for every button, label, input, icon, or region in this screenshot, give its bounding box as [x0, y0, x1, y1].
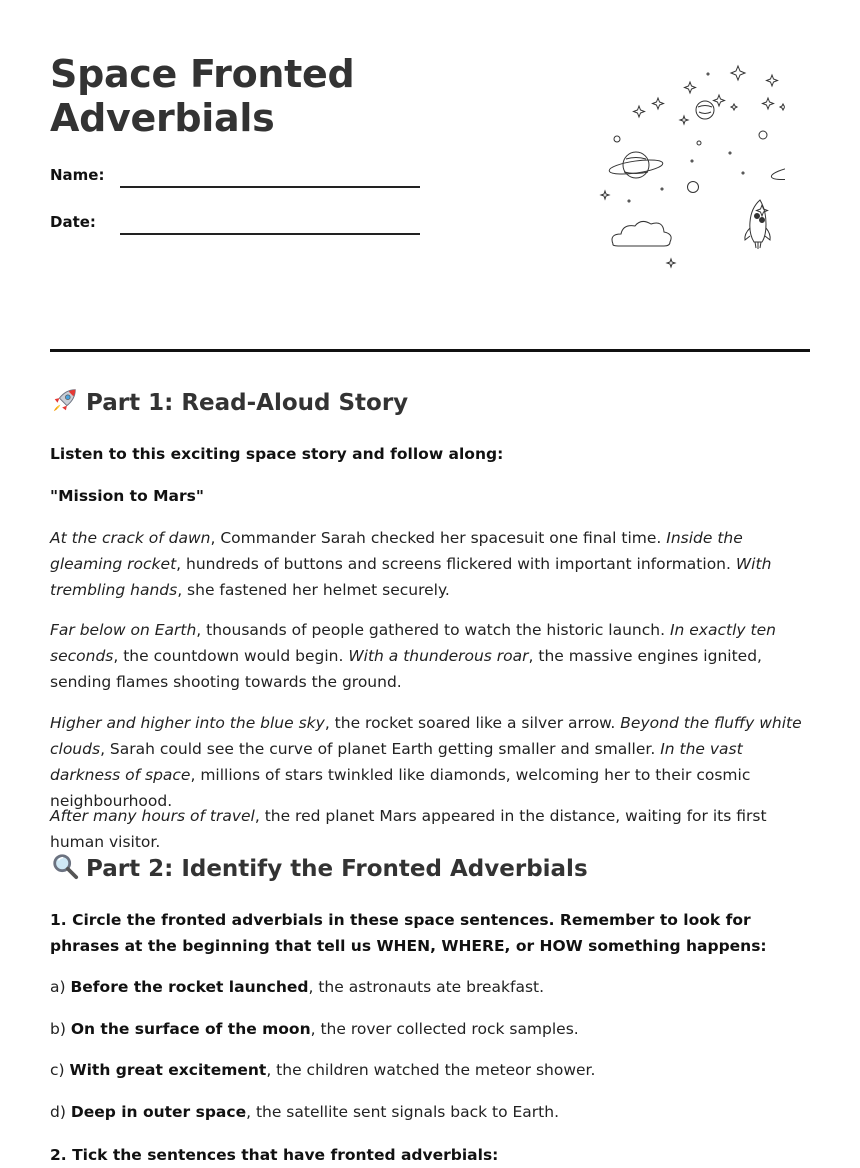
ringed-planet-icon [608, 152, 663, 178]
part1-heading [50, 386, 408, 416]
fronted-adverbial: Beyond the fluffy white clouds [50, 714, 802, 758]
title-line-1: Space Fronted [50, 52, 355, 96]
story-paragraph-2 [50, 617, 810, 695]
saturn-icon [770, 159, 785, 183]
name-label: Name: [50, 166, 105, 184]
name-line[interactable] [120, 186, 420, 188]
part2-heading [50, 852, 588, 882]
item-rest: , the children watched the meteor shower. [266, 1061, 596, 1079]
item-rest: , the astronauts ate breakfast. [308, 978, 545, 996]
story-text: , the countdown would begin. [113, 647, 349, 665]
item-letter: c) [50, 1061, 65, 1079]
item-letter: d) [50, 1103, 66, 1121]
story-text: , hundreds of buttons and screens flickered with important information. [176, 555, 736, 573]
story-text: , Sarah could see the curve of planet Earth getting smaller and smaller. [100, 740, 661, 758]
rocket-icon [50, 386, 80, 414]
fronted-adverbial: With trembling hands [50, 555, 772, 599]
part1-heading-text: Part 1: Read-Aloud Story [86, 390, 409, 416]
fronted-adverbial: Higher and higher into the blue sky [50, 714, 325, 732]
date-line[interactable] [120, 233, 420, 235]
fronted-adverbial: After many hours of travel [50, 807, 255, 825]
small-planet-icon [696, 101, 714, 119]
item-letter: b) [50, 1020, 66, 1038]
stars-icon [601, 66, 785, 267]
fronted-adverbial: With a thunderous roar [348, 647, 529, 665]
space-doodle-illustration [550, 60, 785, 275]
rocket-icon [745, 200, 770, 249]
list-item [50, 1057, 810, 1083]
fronted-adverbial: Inside the gleaming rocket [50, 529, 743, 573]
question-2: 2. Tick the sentences that have fronted adverbials: [50, 1146, 499, 1164]
question-1: 1. Circle the fronted adverbials in these space sentences. Remember to look for phrases at the beginning that tell us WHEN, WHERE, or HOW something happens: [50, 911, 767, 955]
fronted-adverbial: In the vast darkness of space [50, 740, 743, 784]
story-paragraph-4 [50, 803, 810, 855]
list-item [50, 1016, 810, 1042]
fronted-adverbial: At the crack of dawn [50, 529, 211, 547]
item-adverbial[interactable]: Before the rocket launched [70, 978, 309, 996]
date-label: Date: [50, 213, 96, 231]
item-rest: , the satellite sent signals back to Earth. [246, 1103, 559, 1121]
part1-intro: Listen to this exciting space story and follow along: [50, 445, 504, 463]
item-adverbial[interactable]: On the surface of the moon [70, 1020, 311, 1038]
title-line-2: Adverbials [50, 96, 275, 140]
worksheet-header [50, 0, 810, 352]
item-adverbial[interactable]: With great excitement [69, 1061, 267, 1079]
story-text: , the massive engines ignited, sending flames shooting towards the ground. [50, 647, 762, 691]
magnifying-glass-icon [50, 852, 80, 880]
story-text: , the rocket soared like a silver arrow. [324, 714, 621, 732]
worksheet-page [50, 0, 810, 1164]
section-divider [50, 349, 810, 352]
story-paragraph-3 [50, 710, 810, 814]
fronted-adverbial: Far below on Earth [50, 621, 197, 639]
item-rest: , the rover collected rock samples. [310, 1020, 579, 1038]
story-text: , the red planet Mars appeared in the distance, waiting for its first human visitor. [50, 807, 767, 851]
story-text: , she fastened her helmet securely. [177, 581, 450, 599]
list-item [50, 974, 810, 1000]
story-paragraph-1 [50, 525, 810, 603]
page-title [50, 52, 470, 140]
dots-icon [614, 73, 785, 202]
part2-heading-text: Part 2: Identify the Fronted Adverbials [86, 856, 588, 882]
fronted-adverbial: In exactly ten seconds [50, 621, 776, 665]
item-letter: a) [50, 978, 66, 996]
story-text: , thousands of people gathered to watch the historic launch. [196, 621, 670, 639]
cloud-icon [612, 221, 671, 246]
date-field[interactable] [50, 213, 420, 243]
item-adverbial[interactable]: Deep in outer space [70, 1103, 247, 1121]
list-item [50, 1099, 810, 1125]
name-field[interactable] [50, 166, 420, 196]
story-text: , Commander Sarah checked her spacesuit one final time. [210, 529, 667, 547]
story-title: "Mission to Mars" [50, 487, 204, 505]
story-text: , millions of stars twinkled like diamonds, welcoming her to their cosmic neighbourhood. [50, 766, 751, 810]
